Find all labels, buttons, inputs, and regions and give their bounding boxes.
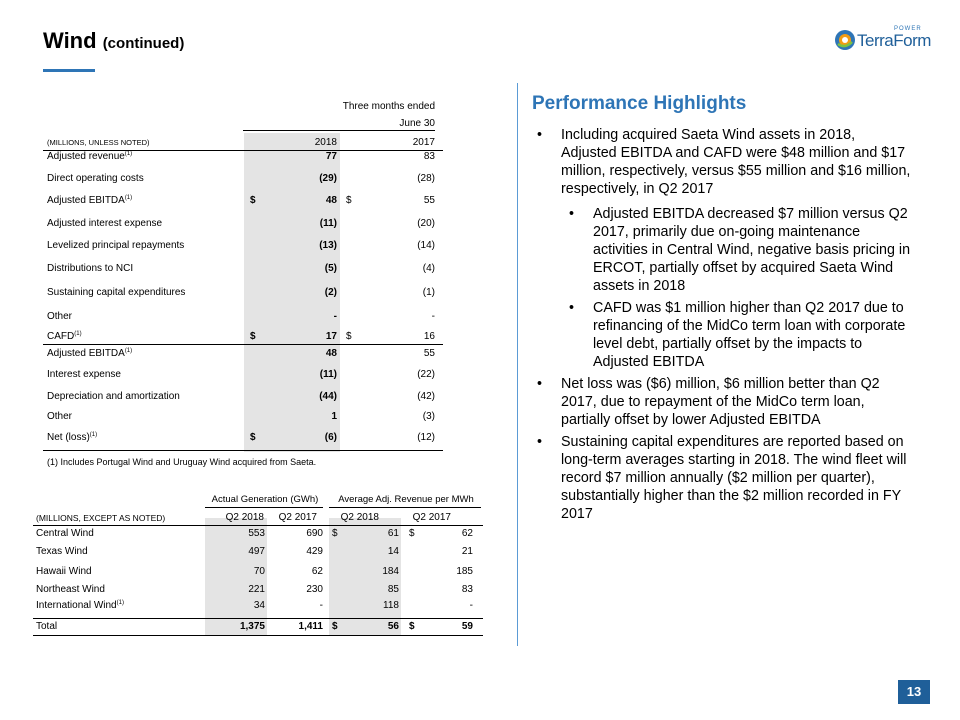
bullet-2-text: Net loss was ($6) million, $6 million better than Q2 2017, due to repayment of the MidCo term loan, partially offset by lower Adjusted EBITDA — [561, 376, 880, 428]
value-2017: (28) — [417, 173, 435, 184]
total-gen-2018: 1,375 — [239, 621, 265, 632]
table-row — [47, 287, 443, 301]
title-main: Wind — [43, 28, 97, 53]
table-row — [47, 311, 443, 325]
gen-2018: 221 — [248, 584, 265, 595]
gen-2017: 62 — [311, 566, 323, 577]
dollar-2018: $ — [250, 195, 256, 206]
value-2018: 17 — [325, 331, 337, 342]
value-2018: - — [333, 311, 337, 322]
gen-2018: 34 — [253, 600, 265, 611]
year-2018-header: 2018 — [314, 137, 337, 148]
col-gen-2017: Q2 2017 — [278, 512, 317, 523]
title-suffix: (continued) — [102, 35, 185, 52]
total-row — [33, 621, 483, 635]
bullet-1b-marker: • — [569, 300, 575, 316]
rev-2018: 184 — [382, 566, 399, 577]
table-row — [47, 151, 443, 165]
value-2018: (2) — [324, 287, 337, 298]
gen-2018: 497 — [248, 546, 265, 557]
column-divider — [517, 83, 518, 646]
rev-2018: 85 — [387, 584, 399, 595]
bullet-1 — [537, 126, 913, 198]
rev-2017: 185 — [456, 566, 473, 577]
logo-wordmark: TerraForm — [857, 31, 931, 50]
value-2018: (5) — [324, 263, 337, 274]
table-row — [47, 411, 443, 425]
total-rev-2017: 59 — [461, 621, 473, 632]
rev-2017: 62 — [461, 528, 473, 539]
rev-2017: - — [469, 600, 473, 611]
dollar-2018: $ — [250, 331, 256, 342]
value-2017: (4) — [422, 263, 435, 274]
value-2018: 48 — [325, 348, 337, 359]
table-row — [47, 173, 443, 187]
row-label: Other — [47, 311, 73, 322]
row-label: Distributions to NCI — [47, 263, 134, 274]
dollar-rev-2018: $ — [332, 528, 338, 539]
value-2018: (11) — [319, 369, 337, 380]
bullet-1b-text: CAFD was $1 million higher than Q2 2017 due to refinancing of the MidCo term loan with corporate level debt, partially offset by the impacts to Adjusted EBITDA — [593, 300, 906, 370]
bullet-2-marker: • — [537, 376, 543, 392]
total-label: Total — [36, 621, 58, 632]
value-2018: (11) — [319, 218, 337, 229]
group-rule-2 — [329, 507, 481, 508]
bullet-3-text: Sustaining capital expenditures are reported based on long-term averages starting in 2018. The wind fleet will record $7 million annually ($2 million per quarter), substantially higher than the $2 million recorded in FY 2017 — [561, 434, 907, 522]
dollar-2018: $ — [250, 432, 256, 443]
bullet-1b — [569, 299, 911, 371]
table-row — [47, 348, 443, 362]
total-rev-2018: 56 — [387, 621, 399, 632]
row-label: Interest expense — [47, 369, 121, 380]
group-header-generation: Actual Generation (GWh) — [211, 494, 319, 505]
value-2018: (44) — [319, 391, 337, 402]
group-rule-1 — [205, 507, 323, 508]
rev-2018: 61 — [387, 528, 399, 539]
rev-2017: 83 — [461, 584, 473, 595]
table-row — [33, 528, 483, 542]
value-2017: (12) — [417, 432, 435, 443]
row-label: Central Wind — [36, 528, 94, 539]
total-dollar-2: $ — [409, 621, 415, 632]
bullet-3-marker: • — [537, 434, 543, 450]
value-2017: 83 — [423, 151, 435, 162]
t2-header-rule — [33, 525, 483, 526]
total-rule-bottom — [33, 635, 483, 636]
total-dollar-1: $ — [332, 621, 338, 632]
value-2018: 1 — [331, 411, 337, 422]
value-2017: (14) — [417, 240, 435, 251]
gen-2018: 70 — [253, 566, 265, 577]
logo-swirl-icon — [834, 29, 856, 51]
bullet-1a-text: Adjusted EBITDA decreased $7 million versus Q2 2017, primarily due on-going maintenance activities in Central Wind, negative basis pricing in ERCOT, partially offset by acquired Saeta Wind assets in 2018 — [593, 206, 911, 294]
value-2017: (22) — [417, 369, 435, 380]
row-label: Hawaii Wind — [36, 566, 92, 577]
row-label: Depreciation and amortization — [47, 391, 180, 402]
rev-2018: 118 — [383, 600, 399, 611]
row-label: Adjusted EBITDA$^{(1)}$ — [47, 348, 133, 359]
value-2018: (6) — [324, 432, 337, 443]
col-rev-2017: Q2 2017 — [412, 512, 451, 523]
row-label: Other — [47, 411, 73, 422]
table-row — [33, 600, 483, 614]
gen-2017: 230 — [306, 584, 323, 595]
period-header: Three months ended — [342, 101, 435, 112]
gen-2018: 553 — [248, 528, 265, 539]
footnote: (1) Includes Portugal Wind and Uruguay Wind acquired from Saeta. — [47, 457, 317, 467]
dollar-2017: $ — [346, 331, 352, 342]
dollar-2017: $ — [346, 195, 352, 206]
units-label: (MILLIONS, UNLESS NOTED) — [47, 138, 150, 147]
table-row — [47, 240, 443, 254]
value-2017: (3) — [422, 411, 435, 422]
cafd-rule — [43, 344, 443, 345]
value-2018: 48 — [325, 195, 337, 206]
col-gen-2018: Q2 2018 — [225, 512, 264, 523]
table-row — [47, 218, 443, 232]
rev-2017: 21 — [461, 546, 473, 557]
value-2017: (20) — [417, 218, 435, 229]
value-2018: (13) — [319, 240, 337, 251]
highlights-title: Performance Highlights — [532, 93, 747, 114]
row-label: Adjusted revenue$^{(1)}$ — [47, 151, 133, 162]
group-header-revenue: Average Adj. Revenue per MWh — [338, 494, 474, 505]
table-row — [47, 369, 443, 383]
value-2018: (29) — [319, 173, 337, 184]
t2-units-label: (MILLIONS, EXCEPT AS NOTED) — [36, 513, 166, 523]
row-label: Adjusted EBITDA$^{(1)}$ — [47, 195, 133, 206]
row-label: Texas Wind — [36, 546, 88, 557]
row-label: CAFD$^{(1)}$ — [47, 331, 82, 342]
row-label: Adjusted interest expense — [47, 218, 163, 229]
row-label: Levelized principal repayments — [47, 240, 185, 251]
bullet-1a-marker: • — [569, 206, 575, 222]
value-2017: 55 — [423, 348, 435, 359]
table-row — [33, 546, 483, 560]
page-number: 13 — [898, 680, 930, 704]
date-header: June 30 — [243, 118, 435, 131]
table-row — [47, 331, 443, 345]
table-row — [47, 391, 443, 405]
gen-2017: 690 — [306, 528, 323, 539]
year-2017-header: 2017 — [412, 137, 435, 148]
page-title — [43, 28, 184, 54]
dollar-rev-2017: $ — [409, 528, 415, 539]
bullet-1a — [569, 205, 911, 295]
value-2017: (42) — [417, 391, 435, 402]
value-2017: (1) — [422, 287, 435, 298]
table-row — [33, 566, 483, 580]
row-label: Sustaining capital expenditures — [47, 287, 186, 298]
bullet-1-marker: • — [537, 127, 543, 143]
value-2018: 77 — [325, 151, 337, 162]
value-2017: 16 — [423, 331, 435, 342]
title-underline — [43, 69, 95, 72]
col-rev-2018: Q2 2018 — [340, 512, 379, 523]
netloss-rule — [43, 450, 443, 451]
bullet-1-text: Including acquired Saeta Wind assets in 2018, Adjusted EBITDA and CAFD were $48 million and $17 million, respectively, versus $55 million and $16 million, respectively, in Q2 2017 — [561, 127, 911, 197]
row-label: Direct operating costs — [47, 173, 144, 184]
bullet-2 — [537, 375, 913, 429]
total-gen-2017: 1,411 — [298, 621, 323, 632]
table-row — [47, 263, 443, 277]
row-label: Northeast Wind — [36, 584, 105, 595]
gen-2017: - — [319, 600, 323, 611]
value-2017: 55 — [423, 195, 435, 206]
total-rule-top — [33, 618, 483, 619]
table-row — [47, 195, 443, 209]
bullet-3 — [537, 433, 913, 523]
row-label: Net (loss)$^{(1)}$ — [47, 432, 98, 443]
logo-power-text: POWER — [894, 26, 922, 32]
gen-2017: 429 — [306, 546, 323, 557]
terraform-logo — [834, 26, 931, 53]
value-2017: - — [431, 311, 435, 322]
table-row — [33, 584, 483, 598]
rev-2018: 14 — [387, 546, 399, 557]
row-label: International Wind$^{(1)}$ — [36, 600, 124, 611]
table-row — [47, 432, 443, 446]
